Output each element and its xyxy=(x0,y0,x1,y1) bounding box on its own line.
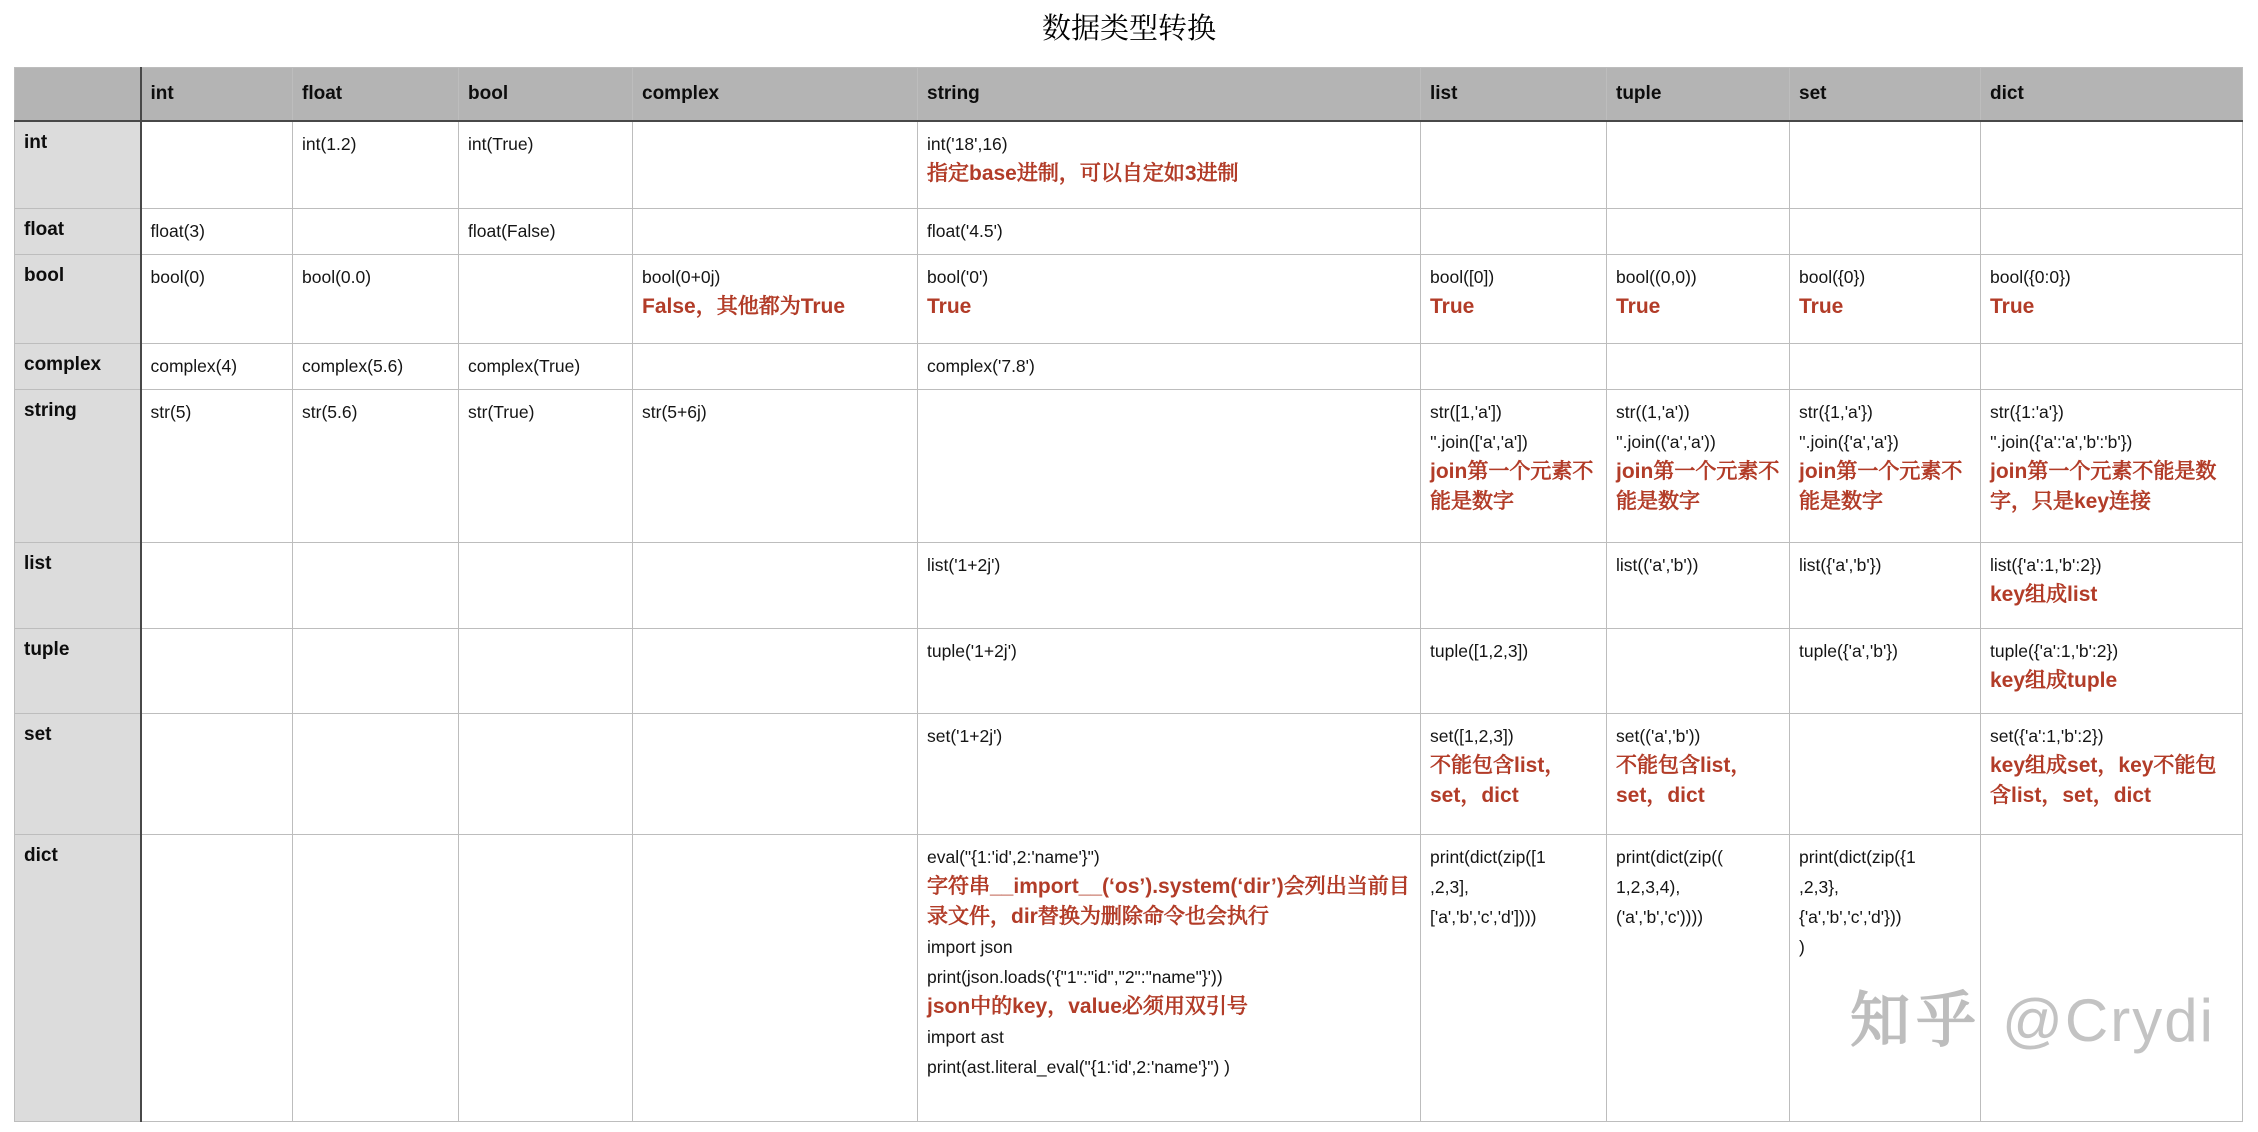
cell-complex-tuple xyxy=(1607,344,1790,390)
cell-list-int xyxy=(141,543,293,629)
cell-bool-complex xyxy=(633,255,918,344)
cell-set-float xyxy=(293,714,459,835)
cell-list-set xyxy=(1790,543,1981,629)
code-text: print(dict(zip({1 xyxy=(1799,847,1916,867)
code-text: tuple([1,2,3]) xyxy=(1430,641,1529,661)
cell-dict-bool xyxy=(459,835,633,1122)
cell-set-complex xyxy=(633,714,918,835)
cell-string-set xyxy=(1790,390,1981,543)
cell-dict-dict xyxy=(1981,835,2243,1122)
cell-string-tuple xyxy=(1607,390,1790,543)
cell-bool-float xyxy=(293,255,459,344)
code-text: ,2,3}, xyxy=(1799,877,1839,897)
cell-int-list xyxy=(1421,121,1607,209)
note-text: True xyxy=(1616,295,1661,318)
code-text: 1,2,3,4), xyxy=(1616,877,1681,897)
cell-dict-set xyxy=(1790,835,1981,1122)
row-label-string: string xyxy=(15,390,141,543)
cell-float-tuple xyxy=(1607,209,1790,255)
note-text: key组成set，key不能包含list，set，dict xyxy=(1990,754,2217,807)
cell-set-dict xyxy=(1981,714,2243,835)
cell-list-float xyxy=(293,543,459,629)
cell-float-string xyxy=(918,209,1421,255)
row-label-int: int xyxy=(15,121,141,209)
cell-bool-list xyxy=(1421,255,1607,344)
note-text: 不能包含list，set，dict xyxy=(1616,754,1752,807)
code-text: set(('a','b')) xyxy=(1616,726,1701,746)
table-header xyxy=(15,68,2243,121)
cell-int-tuple xyxy=(1607,121,1790,209)
cell-tuple-dict xyxy=(1981,629,2243,714)
table-body xyxy=(15,121,2243,1122)
table-row xyxy=(15,209,2243,255)
cell-set-bool xyxy=(459,714,633,835)
row-label-set: set xyxy=(15,714,141,835)
conversion-table xyxy=(14,67,2243,1122)
cell-string-int xyxy=(141,390,293,543)
cell-int-float xyxy=(293,121,459,209)
code-text: set({'a':1,'b':2}) xyxy=(1990,726,2104,746)
column-header-tuple: tuple xyxy=(1607,68,1790,121)
note-text: True xyxy=(927,295,972,318)
code-text: str(True) xyxy=(468,402,535,422)
cell-bool-tuple xyxy=(1607,255,1790,344)
column-header-string: string xyxy=(918,68,1421,121)
code-text: ,2,3], xyxy=(1430,877,1469,897)
code-text: ''.join({'a','a'}) xyxy=(1799,432,1899,452)
column-header-float: float xyxy=(293,68,459,121)
cell-tuple-list xyxy=(1421,629,1607,714)
cell-set-set xyxy=(1790,714,1981,835)
code-text: set('1+2j') xyxy=(927,726,1003,746)
column-header-dict: dict xyxy=(1981,68,2243,121)
code-text: float('4.5') xyxy=(927,221,1003,241)
code-text: complex(True) xyxy=(468,356,581,376)
cell-int-int xyxy=(141,121,293,209)
table-row xyxy=(15,629,2243,714)
code-text: import ast xyxy=(927,1027,1004,1047)
code-text: eval("{1:'id',2:'name'}") xyxy=(927,847,1100,867)
column-header-set: set xyxy=(1790,68,1981,121)
cell-tuple-int xyxy=(141,629,293,714)
code-text: bool(0.0) xyxy=(302,267,372,287)
code-text: {'a','b','c','d'})) xyxy=(1799,907,1902,927)
cell-bool-string xyxy=(918,255,1421,344)
cell-tuple-float xyxy=(293,629,459,714)
cell-complex-string xyxy=(918,344,1421,390)
cell-tuple-complex xyxy=(633,629,918,714)
code-text: str(5.6) xyxy=(302,402,358,422)
cell-bool-int xyxy=(141,255,293,344)
note-text: True xyxy=(1430,295,1475,318)
table-row xyxy=(15,255,2243,344)
cell-int-set xyxy=(1790,121,1981,209)
code-text: print(dict(zip(( xyxy=(1616,847,1723,867)
cell-set-int xyxy=(141,714,293,835)
cell-int-complex xyxy=(633,121,918,209)
cell-set-list xyxy=(1421,714,1607,835)
code-text: print(dict(zip([1 xyxy=(1430,847,1546,867)
note-text: True xyxy=(1990,295,2035,318)
code-text: str([1,'a']) xyxy=(1430,402,1502,422)
cell-bool-set xyxy=(1790,255,1981,344)
note-text: 指定base进制，可以自定如3进制 xyxy=(927,161,1239,185)
code-text: complex('7.8') xyxy=(927,356,1035,376)
code-text: ''.join({'a':'a','b':'b'}) xyxy=(1990,432,2133,452)
note-text: key组成tuple xyxy=(1990,669,2118,692)
column-header-corner xyxy=(15,68,141,121)
code-text: print(json.loads('{"1":"id","2":"name"}')) xyxy=(927,967,1223,987)
code-text: bool((0,0)) xyxy=(1616,267,1697,287)
code-text: int('18',16) xyxy=(927,133,1008,154)
code-text: complex(4) xyxy=(150,356,238,376)
row-label-bool: bool xyxy=(15,255,141,344)
code-text: set([1,2,3]) xyxy=(1430,726,1514,746)
cell-dict-tuple xyxy=(1607,835,1790,1122)
table-row xyxy=(15,543,2243,629)
code-text: tuple({'a':1,'b':2}) xyxy=(1990,641,2119,661)
header-row xyxy=(15,68,2243,121)
cell-list-bool xyxy=(459,543,633,629)
row-label-dict: dict xyxy=(15,835,141,1122)
code-text: float(False) xyxy=(468,221,556,241)
cell-float-int xyxy=(141,209,293,255)
cell-float-dict xyxy=(1981,209,2243,255)
cell-dict-list xyxy=(1421,835,1607,1122)
table-row xyxy=(15,714,2243,835)
code-text: bool(0+0j) xyxy=(642,267,721,287)
cell-string-float xyxy=(293,390,459,543)
column-header-int: int xyxy=(141,68,293,121)
code-text: list({'a','b'}) xyxy=(1799,555,1882,575)
code-text: str((1,'a')) xyxy=(1616,402,1690,422)
cell-list-dict xyxy=(1981,543,2243,629)
cell-int-string xyxy=(918,121,1421,209)
cell-list-list xyxy=(1421,543,1607,629)
cell-string-string xyxy=(918,390,1421,543)
code-text: list('1+2j') xyxy=(927,555,1001,575)
note-text: join第一个元素不能是数字 xyxy=(1799,460,1963,513)
cell-float-bool xyxy=(459,209,633,255)
code-text: list({'a':1,'b':2}) xyxy=(1990,555,2102,575)
code-text: str(5) xyxy=(150,402,192,422)
cell-complex-dict xyxy=(1981,344,2243,390)
cell-int-dict xyxy=(1981,121,2243,209)
cell-complex-float xyxy=(293,344,459,390)
code-text: bool({0}) xyxy=(1799,267,1866,287)
cell-tuple-set xyxy=(1790,629,1981,714)
cell-list-complex xyxy=(633,543,918,629)
cell-tuple-string xyxy=(918,629,1421,714)
code-text: bool('0') xyxy=(927,267,989,287)
code-text: tuple('1+2j') xyxy=(927,641,1017,661)
cell-set-string xyxy=(918,714,1421,835)
cell-dict-float xyxy=(293,835,459,1122)
code-text: bool({0:0}) xyxy=(1990,267,2071,287)
cell-complex-bool xyxy=(459,344,633,390)
row-label-list: list xyxy=(15,543,141,629)
cell-list-string xyxy=(918,543,1421,629)
cell-dict-int xyxy=(141,835,293,1122)
row-label-complex: complex xyxy=(15,344,141,390)
code-text: int(True) xyxy=(468,133,534,154)
cell-set-tuple xyxy=(1607,714,1790,835)
code-text: str(5+6j) xyxy=(642,402,707,422)
code-text: list(('a','b')) xyxy=(1616,555,1699,575)
code-text: ) xyxy=(1799,937,1805,957)
table-row xyxy=(15,390,2243,543)
note-text: join第一个元素不能是数字，只是key连接 xyxy=(1990,460,2217,513)
cell-string-complex xyxy=(633,390,918,543)
cell-float-list xyxy=(1421,209,1607,255)
cell-tuple-tuple xyxy=(1607,629,1790,714)
cell-tuple-bool xyxy=(459,629,633,714)
note-text: 字符串__import__(‘os’).system(‘dir’)会列出当前目录文件，dir替换为删除命令也会执行 xyxy=(927,875,1410,928)
column-header-complex: complex xyxy=(633,68,918,121)
code-text: int(1.2) xyxy=(302,133,357,154)
cell-int-bool xyxy=(459,121,633,209)
code-text: str({1:'a'}) xyxy=(1990,402,2064,422)
cell-bool-dict xyxy=(1981,255,2243,344)
note-text: False，其他都为True xyxy=(642,295,846,318)
cell-complex-list xyxy=(1421,344,1607,390)
cell-bool-bool xyxy=(459,255,633,344)
cell-dict-complex xyxy=(633,835,918,1122)
zhihu-brand-text: 知乎 xyxy=(1850,987,1982,1054)
row-label-tuple: tuple xyxy=(15,629,141,714)
note-text: True xyxy=(1799,295,1844,318)
table-row xyxy=(15,835,2243,1122)
cell-complex-set xyxy=(1790,344,1981,390)
note-text: key组成list xyxy=(1990,583,2098,606)
code-text: ''.join(('a','a')) xyxy=(1616,432,1716,452)
cell-float-complex xyxy=(633,209,918,255)
column-header-bool: bool xyxy=(459,68,633,121)
cell-list-tuple xyxy=(1607,543,1790,629)
code-text: tuple({'a','b'}) xyxy=(1799,641,1898,661)
cell-float-set xyxy=(1790,209,1981,255)
code-text: str({1,'a'}) xyxy=(1799,402,1873,422)
code-text: bool([0]) xyxy=(1430,267,1495,287)
code-text: ['a','b','c','d']))) xyxy=(1430,907,1537,927)
code-text: import json xyxy=(927,937,1013,957)
cell-complex-complex xyxy=(633,344,918,390)
code-text: float(3) xyxy=(150,221,205,241)
code-text: bool(0) xyxy=(150,267,205,287)
cell-float-float xyxy=(293,209,459,255)
note-text: 不能包含list，set，dict xyxy=(1430,754,1566,807)
code-text: ('a','b','c')))) xyxy=(1616,907,1704,927)
row-label-float: float xyxy=(15,209,141,255)
cell-dict-string xyxy=(918,835,1421,1122)
table-row xyxy=(15,344,2243,390)
cell-complex-int xyxy=(141,344,293,390)
cell-string-dict xyxy=(1981,390,2243,543)
code-text: ''.join(['a','a']) xyxy=(1430,432,1528,452)
table-row xyxy=(15,121,2243,209)
cell-string-list xyxy=(1421,390,1607,543)
cell-string-bool xyxy=(459,390,633,543)
page-title: 数据类型转换 xyxy=(1041,13,1216,45)
note-text: join第一个元素不能是数字 xyxy=(1430,460,1594,513)
note-text: json中的key，value必须用双引号 xyxy=(927,995,1248,1018)
code-text: complex(5.6) xyxy=(302,356,404,376)
author-handle: @Crydi xyxy=(2002,987,2215,1054)
code-text: print(ast.literal_eval("{1:'id',2:'name'}") ) xyxy=(927,1057,1231,1077)
column-header-list: list xyxy=(1421,68,1607,121)
note-text: join第一个元素不能是数字 xyxy=(1616,460,1780,513)
